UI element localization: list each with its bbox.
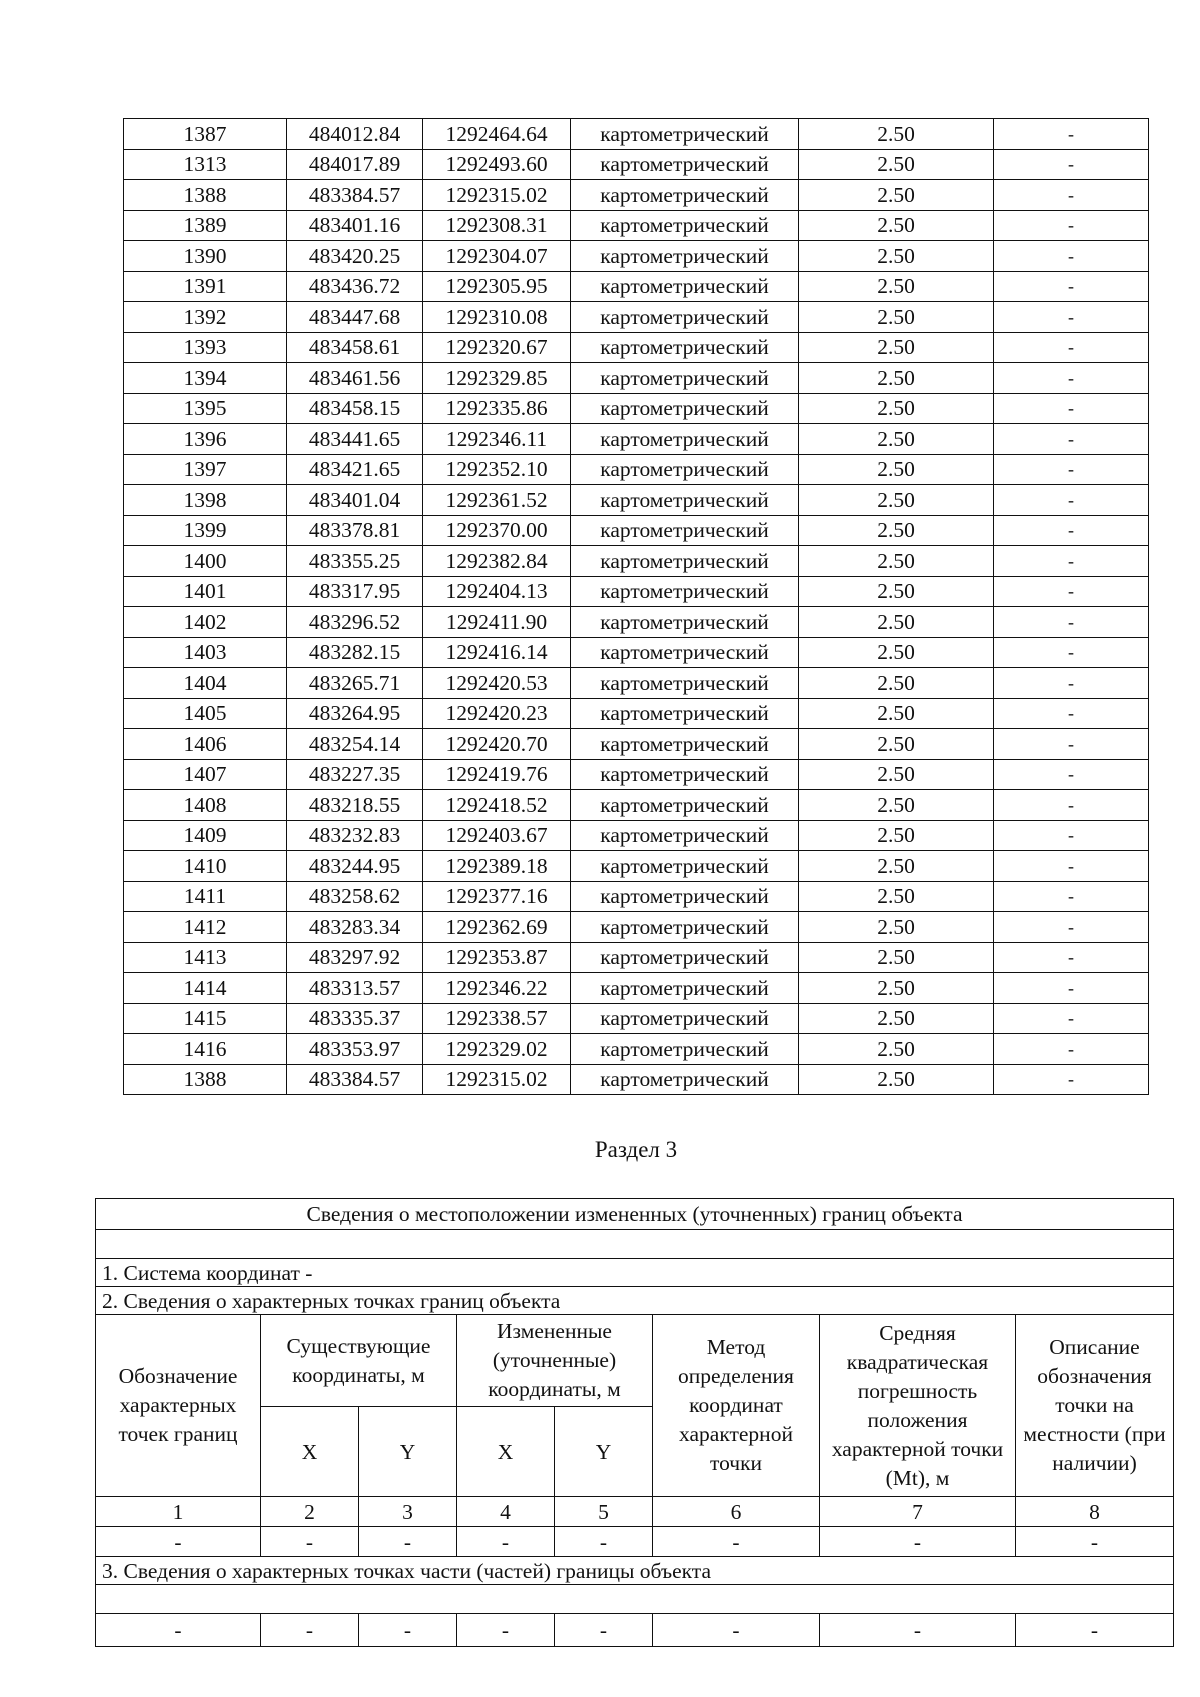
y-coordinate-cell: 1292335.86 [423,393,571,424]
method-cell: картометрический [571,1064,799,1095]
point-number-cell: 1399 [124,515,287,546]
y-coordinate-cell: 1292329.02 [423,1034,571,1065]
method-cell: картометрический [571,729,799,760]
point-number-cell: 1404 [124,668,287,699]
table-row [124,637,1149,668]
column-number: 7 [820,1497,1016,1527]
table-row [124,851,1149,882]
method-cell: картометрический [571,241,799,272]
method-cell: картометрический [571,637,799,668]
accuracy-cell: 2.50 [799,210,994,241]
method-cell: картометрический [571,1034,799,1065]
x-coordinate-cell: 483353.97 [287,1034,423,1065]
y-coordinate-cell: 1292420.53 [423,668,571,699]
y-coordinate-cell: 1292305.95 [423,271,571,302]
x-coordinate-cell: 483265.71 [287,668,423,699]
table-row [124,881,1149,912]
point-number-cell: 1388 [124,180,287,211]
header-point-designation: Обозначение характерных точек границ [96,1315,261,1497]
method-cell: картометрический [571,973,799,1004]
description-cell: - [994,851,1149,882]
table-cell: - [820,1614,1016,1647]
point-number-cell: 1411 [124,881,287,912]
y-coordinate-cell: 1292464.64 [423,119,571,150]
header-existing-y: Y [359,1407,457,1497]
method-cell: картометрический [571,363,799,394]
accuracy-cell: 2.50 [799,1003,994,1034]
description-cell: - [994,454,1149,485]
table-cell: - [261,1614,359,1647]
table-row [124,576,1149,607]
x-coordinate-cell: 483264.95 [287,698,423,729]
x-coordinate-cell: 483227.35 [287,759,423,790]
y-coordinate-cell: 1292420.70 [423,729,571,760]
method-cell: картометрический [571,485,799,516]
x-coordinate-cell: 483447.68 [287,302,423,333]
accuracy-cell: 2.50 [799,119,994,150]
accuracy-cell: 2.50 [799,363,994,394]
description-cell: - [994,119,1149,150]
header-changed-x: X [457,1407,555,1497]
x-coordinate-cell: 483296.52 [287,607,423,638]
table-row [124,119,1149,150]
accuracy-cell: 2.50 [799,515,994,546]
description-cell: - [994,942,1149,973]
method-cell: картометрический [571,515,799,546]
point-number-cell: 1397 [124,454,287,485]
column-number: 6 [653,1497,820,1527]
method-cell: картометрический [571,180,799,211]
x-coordinate-cell: 483232.83 [287,820,423,851]
column-number: 5 [555,1497,653,1527]
table-cell: - [457,1614,555,1647]
points-heading: 2. Сведения о характерных точках границ объекта [96,1287,1174,1315]
method-cell: картометрический [571,454,799,485]
table-row [124,271,1149,302]
section-title: Раздел 3 [594,1137,678,1162]
y-coordinate-cell: 1292310.08 [423,302,571,333]
y-coordinate-cell: 1292404.13 [423,576,571,607]
point-number-cell: 1405 [124,698,287,729]
x-coordinate-cell: 483254.14 [287,729,423,760]
point-number-cell: 1394 [124,363,287,394]
points-data-row [96,1527,1174,1557]
x-coordinate-cell: 484017.89 [287,149,423,180]
accuracy-cell: 2.50 [799,912,994,943]
point-number-cell: 1391 [124,271,287,302]
description-cell: - [994,515,1149,546]
method-cell: картометрический [571,576,799,607]
table-row [124,393,1149,424]
y-coordinate-cell: 1292382.84 [423,546,571,577]
x-coordinate-cell: 483258.62 [287,881,423,912]
header-method: Метод определения координат характерной точки [653,1315,820,1497]
table-row [124,1003,1149,1034]
y-coordinate-cell: 1292308.31 [423,210,571,241]
point-number-cell: 1393 [124,332,287,363]
description-cell: - [994,149,1149,180]
point-number-cell: 1389 [124,210,287,241]
table-cell: - [359,1614,457,1647]
point-number-cell: 1415 [124,1003,287,1034]
x-coordinate-cell: 483378.81 [287,515,423,546]
point-number-cell: 1409 [124,820,287,851]
x-coordinate-cell: 483420.25 [287,241,423,272]
description-cell: - [994,881,1149,912]
description-cell: - [994,1034,1149,1065]
point-number-cell: 1398 [124,485,287,516]
description-cell: - [994,210,1149,241]
column-number: 2 [261,1497,359,1527]
table-row [124,149,1149,180]
x-coordinate-cell: 484012.84 [287,119,423,150]
y-coordinate-cell: 1292493.60 [423,149,571,180]
x-coordinate-cell: 483244.95 [287,851,423,882]
y-coordinate-cell: 1292416.14 [423,637,571,668]
accuracy-cell: 2.50 [799,973,994,1004]
accuracy-cell: 2.50 [799,729,994,760]
accuracy-cell: 2.50 [799,759,994,790]
accuracy-cell: 2.50 [799,393,994,424]
table-row [124,332,1149,363]
table-cell: - [653,1527,820,1557]
table-row [124,210,1149,241]
point-number-cell: 1408 [124,790,287,821]
point-number-cell: 1388 [124,1064,287,1095]
method-cell: картометрический [571,698,799,729]
method-cell: картометрический [571,759,799,790]
method-cell: картометрический [571,271,799,302]
table-row [124,302,1149,333]
table-row [124,973,1149,1004]
y-coordinate-cell: 1292315.02 [423,1064,571,1095]
description-cell: - [994,302,1149,333]
point-number-cell: 1395 [124,393,287,424]
y-coordinate-cell: 1292353.87 [423,942,571,973]
description-cell: - [994,759,1149,790]
method-cell: картометрический [571,332,799,363]
method-cell: картометрический [571,790,799,821]
table-row [124,820,1149,851]
table-cell: - [1016,1614,1174,1647]
point-number-cell: 1387 [124,119,287,150]
y-coordinate-cell: 1292419.76 [423,759,571,790]
column-numbers-row [96,1497,1174,1527]
accuracy-cell: 2.50 [799,790,994,821]
table-row [124,1064,1149,1095]
blank-row [96,1230,1174,1259]
method-cell: картометрический [571,546,799,577]
point-number-cell: 1413 [124,942,287,973]
x-coordinate-cell: 483421.65 [287,454,423,485]
accuracy-cell: 2.50 [799,302,994,333]
method-cell: картометрический [571,607,799,638]
table-row [124,241,1149,272]
accuracy-cell: 2.50 [799,149,994,180]
point-number-cell: 1406 [124,729,287,760]
description-cell: - [994,363,1149,394]
method-cell: картометрический [571,302,799,333]
description-cell: - [994,729,1149,760]
table-row [124,790,1149,821]
point-number-cell: 1401 [124,576,287,607]
y-coordinate-cell: 1292346.22 [423,973,571,1004]
accuracy-cell: 2.50 [799,454,994,485]
section3-table-title: Сведения о местоположении измененных (уточненных) границ объекта [96,1199,1174,1230]
point-number-cell: 1407 [124,759,287,790]
parts-heading: 3. Сведения о характерных точках части (частей) границы объекта [96,1557,1174,1585]
points-table-body [124,119,1149,1095]
table-row [124,1034,1149,1065]
header-existing-x: X [261,1407,359,1497]
blank-row [96,1585,1174,1614]
y-coordinate-cell: 1292389.18 [423,851,571,882]
y-coordinate-cell: 1292418.52 [423,790,571,821]
point-number-cell: 1402 [124,607,287,638]
x-coordinate-cell: 483384.57 [287,180,423,211]
method-cell: картометрический [571,881,799,912]
points-table [123,118,1149,1095]
description-cell: - [994,820,1149,851]
accuracy-cell: 2.50 [799,942,994,973]
point-number-cell: 1392 [124,302,287,333]
header-description: Описание обозначения точки на местности (при наличии) [1016,1315,1174,1497]
x-coordinate-cell: 483297.92 [287,942,423,973]
header-accuracy: Средняя квадратическая погрешность положения характерной точки (Mt), м [820,1315,1016,1497]
accuracy-cell: 2.50 [799,271,994,302]
point-number-cell: 1410 [124,851,287,882]
description-cell: - [994,241,1149,272]
y-coordinate-cell: 1292411.90 [423,607,571,638]
description-cell: - [994,1003,1149,1034]
column-number: 1 [96,1497,261,1527]
y-coordinate-cell: 1292338.57 [423,1003,571,1034]
accuracy-cell: 2.50 [799,698,994,729]
x-coordinate-cell: 483218.55 [287,790,423,821]
x-coordinate-cell: 483401.16 [287,210,423,241]
method-cell: картометрический [571,119,799,150]
accuracy-cell: 2.50 [799,546,994,577]
point-number-cell: 1416 [124,1034,287,1065]
accuracy-cell: 2.50 [799,668,994,699]
table-row [124,668,1149,699]
point-number-cell: 1400 [124,546,287,577]
method-cell: картометрический [571,393,799,424]
parts-data-row [96,1614,1174,1647]
description-cell: - [994,607,1149,638]
y-coordinate-cell: 1292403.67 [423,820,571,851]
method-cell: картометрический [571,820,799,851]
description-cell: - [994,1064,1149,1095]
table-row [124,180,1149,211]
section3-table [95,1198,1174,1647]
description-cell: - [994,180,1149,211]
description-cell: - [994,546,1149,577]
description-cell: - [994,668,1149,699]
column-number: 3 [359,1497,457,1527]
method-cell: картометрический [571,1003,799,1034]
table-cell: - [261,1527,359,1557]
method-cell: картометрический [571,668,799,699]
table-row [124,759,1149,790]
x-coordinate-cell: 483458.61 [287,332,423,363]
method-cell: картометрический [571,424,799,455]
method-cell: картометрический [571,149,799,180]
accuracy-cell: 2.50 [799,1064,994,1095]
table-row [124,485,1149,516]
point-number-cell: 1396 [124,424,287,455]
x-coordinate-cell: 483317.95 [287,576,423,607]
table-cell: - [820,1527,1016,1557]
table-row [124,912,1149,943]
table-row [124,363,1149,394]
table-cell: - [1016,1527,1174,1557]
description-cell: - [994,637,1149,668]
description-cell: - [994,698,1149,729]
point-number-cell: 1313 [124,149,287,180]
x-coordinate-cell: 483401.04 [287,485,423,516]
accuracy-cell: 2.50 [799,881,994,912]
y-coordinate-cell: 1292304.07 [423,241,571,272]
y-coordinate-cell: 1292346.11 [423,424,571,455]
column-number: 8 [1016,1497,1174,1527]
point-number-cell: 1414 [124,973,287,1004]
table-row [124,607,1149,638]
x-coordinate-cell: 483282.15 [287,637,423,668]
method-cell: картометрический [571,210,799,241]
description-cell: - [994,424,1149,455]
y-coordinate-cell: 1292352.10 [423,454,571,485]
table-cell: - [555,1614,653,1647]
table-cell: - [653,1614,820,1647]
point-number-cell: 1390 [124,241,287,272]
y-coordinate-cell: 1292370.00 [423,515,571,546]
y-coordinate-cell: 1292329.85 [423,363,571,394]
coord-system-line: 1. Система координат - [96,1259,1174,1287]
method-cell: картометрический [571,942,799,973]
description-cell: - [994,485,1149,516]
description-cell: - [994,393,1149,424]
column-number: 4 [457,1497,555,1527]
table-row [124,698,1149,729]
x-coordinate-cell: 483283.34 [287,912,423,943]
x-coordinate-cell: 483458.15 [287,393,423,424]
accuracy-cell: 2.50 [799,1034,994,1065]
accuracy-cell: 2.50 [799,485,994,516]
accuracy-cell: 2.50 [799,241,994,272]
y-coordinate-cell: 1292320.67 [423,332,571,363]
table-row [124,546,1149,577]
header-changed-y: Y [555,1407,653,1497]
table-cell: - [96,1527,261,1557]
accuracy-cell: 2.50 [799,180,994,211]
y-coordinate-cell: 1292362.69 [423,912,571,943]
y-coordinate-cell: 1292420.23 [423,698,571,729]
x-coordinate-cell: 483313.57 [287,973,423,1004]
description-cell: - [994,576,1149,607]
y-coordinate-cell: 1292315.02 [423,180,571,211]
x-coordinate-cell: 483355.25 [287,546,423,577]
accuracy-cell: 2.50 [799,637,994,668]
x-coordinate-cell: 483436.72 [287,271,423,302]
x-coordinate-cell: 483461.56 [287,363,423,394]
accuracy-cell: 2.50 [799,576,994,607]
table-cell: - [555,1527,653,1557]
description-cell: - [994,912,1149,943]
method-cell: картометрический [571,912,799,943]
table-row [124,729,1149,760]
description-cell: - [994,973,1149,1004]
method-cell: картометрический [571,851,799,882]
x-coordinate-cell: 483384.57 [287,1064,423,1095]
y-coordinate-cell: 1292377.16 [423,881,571,912]
table-row [124,424,1149,455]
point-number-cell: 1412 [124,912,287,943]
table-row [124,515,1149,546]
table-cell: - [457,1527,555,1557]
table-cell: - [359,1527,457,1557]
x-coordinate-cell: 483335.37 [287,1003,423,1034]
point-number-cell: 1403 [124,637,287,668]
header-existing-coords: Существующие координаты, м [261,1315,457,1407]
accuracy-cell: 2.50 [799,332,994,363]
x-coordinate-cell: 483441.65 [287,424,423,455]
accuracy-cell: 2.50 [799,851,994,882]
description-cell: - [994,271,1149,302]
y-coordinate-cell: 1292361.52 [423,485,571,516]
header-changed-coords: Измененные (уточненные) координаты, м [457,1315,653,1407]
accuracy-cell: 2.50 [799,424,994,455]
description-cell: - [994,790,1149,821]
table-row [124,454,1149,485]
table-cell: - [96,1614,261,1647]
accuracy-cell: 2.50 [799,820,994,851]
accuracy-cell: 2.50 [799,607,994,638]
table-row [124,942,1149,973]
description-cell: - [994,332,1149,363]
